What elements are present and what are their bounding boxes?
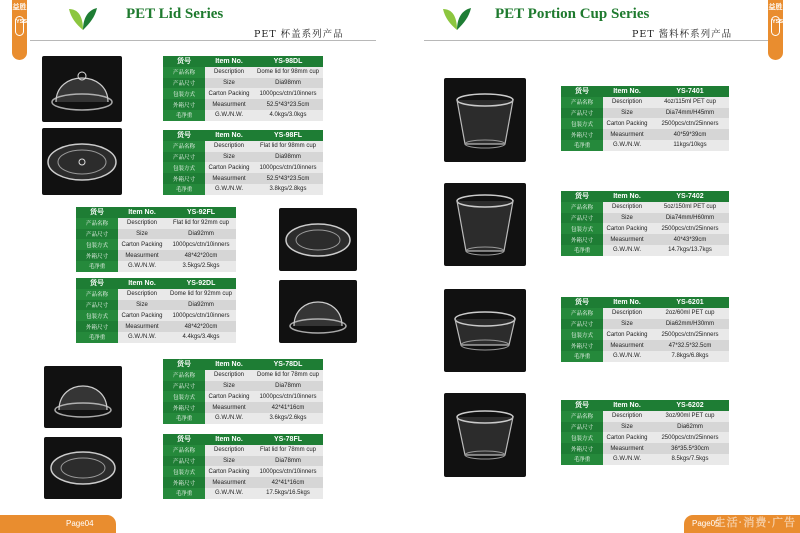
table-row	[561, 202, 729, 213]
row-label-en: Item No.	[603, 297, 651, 308]
row-label-en: Size	[118, 229, 166, 240]
row-value-item: YS-7401	[651, 86, 729, 97]
row-label-zh: 货号	[561, 86, 603, 97]
table-row	[76, 300, 236, 311]
row-label-zh: 包装方式	[561, 432, 603, 443]
row-label-en: Item No.	[118, 207, 166, 218]
row-label-zh: 货号	[561, 297, 603, 308]
table-row	[163, 173, 323, 184]
table-row	[561, 213, 729, 224]
row-value-weight: 3.5kgs/2.5kgs	[166, 261, 236, 272]
row-label-zh: 产品尺寸	[163, 152, 205, 163]
table-row	[163, 456, 323, 467]
row-value-description: Dome lid for 78mm cup	[253, 370, 323, 381]
row-value-size: Dia98mm	[253, 78, 323, 89]
row-label-zh: 外箱尺寸	[163, 477, 205, 488]
spec-table	[561, 297, 729, 362]
row-value-weight: 3.8kgs/2.8kgs	[253, 184, 323, 195]
table-row	[163, 152, 323, 163]
row-value-measurement: 52.5*43*23.5cm	[253, 173, 323, 184]
row-label-zh: 产品尺寸	[76, 229, 118, 240]
product-photo-flat-lid	[44, 437, 122, 499]
row-label-en: Measurment	[603, 129, 651, 140]
table-row	[76, 289, 236, 300]
spec-table	[163, 56, 323, 121]
row-label-zh: 毛净重	[76, 332, 118, 343]
row-label-en: Description	[118, 218, 166, 229]
row-label-en: Description	[118, 289, 166, 300]
row-label-zh: 产品名称	[76, 218, 118, 229]
row-label-zh: 毛净重	[163, 488, 205, 499]
table-row	[561, 297, 729, 308]
table-row	[76, 239, 236, 250]
row-label-en: G.W./N.W.	[603, 454, 651, 465]
row-value-description: 4oz/115ml PET cup	[651, 97, 729, 108]
table-row	[163, 56, 323, 67]
table-row	[561, 308, 729, 319]
row-value-packing: 1000pcs/ctn/10inners	[253, 88, 323, 99]
row-value-item: YS-98FL	[253, 130, 323, 141]
row-label-en: Item No.	[118, 278, 166, 289]
row-value-description: 2oz/60ml PET cup	[651, 308, 729, 319]
row-value-weight: 8.5kgs/7.5kgs	[651, 454, 729, 465]
row-label-en: Measurment	[603, 443, 651, 454]
row-label-zh: 产品名称	[561, 411, 603, 422]
row-label-en: Carton Packing	[205, 88, 253, 99]
row-label-zh: 货号	[76, 207, 118, 218]
table-row	[163, 391, 323, 402]
row-label-zh: 毛净重	[163, 110, 205, 121]
product-photo-dome-lid	[42, 56, 122, 122]
row-value-description: 5oz/150ml PET cup	[651, 202, 729, 213]
row-label-en: Carton Packing	[205, 391, 253, 402]
row-label-zh: 包装方式	[163, 88, 205, 99]
row-label-zh: 产品名称	[561, 308, 603, 319]
spec-table	[76, 207, 236, 272]
row-label-zh: 包装方式	[561, 118, 603, 129]
row-label-zh: 毛净重	[163, 413, 205, 424]
row-label-zh: 包装方式	[76, 239, 118, 250]
page-subtitle: PET 杯盖系列产品	[254, 29, 344, 40]
row-label-en: Measurment	[205, 173, 253, 184]
row-value-size: Dia62mm	[651, 422, 729, 433]
brand-logo-icon	[66, 6, 100, 32]
row-label-en: G.W./N.W.	[603, 245, 651, 256]
row-value-packing: 1000pcs/ctn/10inners	[253, 162, 323, 173]
row-label-en: Description	[205, 67, 253, 78]
row-value-measurement: 52.5*43*23.5cm	[253, 99, 323, 110]
side-tab	[768, 0, 787, 60]
row-label-en: Description	[205, 370, 253, 381]
watermark: 生活·消费·广告	[714, 517, 796, 529]
table-row	[76, 229, 236, 240]
row-label-zh: 外箱尺寸	[76, 321, 118, 332]
table-row	[163, 488, 323, 499]
row-value-size: Dia74mm/H60mm	[651, 213, 729, 224]
row-label-en: Carton Packing	[205, 466, 253, 477]
row-label-zh: 产品名称	[163, 370, 205, 381]
product-photo-cup	[444, 393, 526, 477]
row-value-packing: 2500pcs/ctn/25inners	[651, 432, 729, 443]
table-row	[163, 381, 323, 392]
row-value-weight: 14.7kgs/13.7kgs	[651, 245, 729, 256]
table-row	[561, 329, 729, 340]
row-label-en: Carton Packing	[118, 239, 166, 250]
row-label-en: Size	[603, 422, 651, 433]
row-label-en: G.W./N.W.	[205, 413, 253, 424]
table-row	[163, 184, 323, 195]
row-value-packing: 2500pcs/ctn/25inners	[651, 329, 729, 340]
row-label-en: G.W./N.W.	[205, 488, 253, 499]
row-label-zh: 产品名称	[76, 289, 118, 300]
row-label-zh: 毛净重	[561, 351, 603, 362]
row-label-en: Description	[603, 308, 651, 319]
row-value-item: YS-78DL	[253, 359, 323, 370]
table-row	[561, 400, 729, 411]
row-label-zh: 产品尺寸	[561, 108, 603, 119]
spec-table	[561, 191, 729, 256]
row-value-packing: 1000pcs/ctn/10inners	[166, 239, 236, 250]
row-value-measurement: 42*41*16cm	[253, 477, 323, 488]
row-label-zh: 外箱尺寸	[561, 234, 603, 245]
row-label-zh: 货号	[76, 278, 118, 289]
table-row	[163, 67, 323, 78]
row-value-packing: 2500pcs/ctn/25inners	[651, 223, 729, 234]
row-label-en: Description	[603, 202, 651, 213]
row-value-description: Dome lid for 92mm cup	[166, 289, 236, 300]
table-row	[561, 86, 729, 97]
table-row	[76, 218, 236, 229]
table-row	[163, 359, 323, 370]
table-row	[561, 191, 729, 202]
table-row	[163, 141, 323, 152]
row-label-en: Measurment	[205, 402, 253, 413]
row-label-zh: 产品名称	[561, 202, 603, 213]
row-label-en: Carton Packing	[603, 223, 651, 234]
row-value-item: YS-6201	[651, 297, 729, 308]
row-value-weight: 4.4kgs/3.4kgs	[166, 332, 236, 343]
row-label-zh: 毛净重	[76, 261, 118, 272]
row-label-en: Size	[205, 456, 253, 467]
row-value-measurement: 47*32.5*32.5cm	[651, 340, 729, 351]
row-label-en: Description	[603, 411, 651, 422]
table-row	[561, 422, 729, 433]
row-value-packing: 1000pcs/ctn/10inners	[166, 310, 236, 321]
row-label-zh: 包装方式	[163, 391, 205, 402]
product-photo-cup	[444, 183, 526, 266]
row-label-en: Measurment	[118, 321, 166, 332]
row-value-description: Flat lid for 98mm cup	[253, 141, 323, 152]
product-photo-flat-lid	[279, 208, 357, 271]
row-label-zh: 毛净重	[561, 245, 603, 256]
row-label-en: Item No.	[205, 434, 253, 445]
row-value-item: YS-98DL	[253, 56, 323, 67]
table-row	[561, 234, 729, 245]
row-label-zh: 产品尺寸	[561, 213, 603, 224]
row-label-en: Size	[603, 108, 651, 119]
table-row	[163, 88, 323, 99]
row-label-zh: 外箱尺寸	[561, 129, 603, 140]
row-label-en: G.W./N.W.	[603, 140, 651, 151]
table-row	[163, 110, 323, 121]
row-label-zh: 包装方式	[561, 223, 603, 234]
table-row	[76, 278, 236, 289]
page-number: Page05	[684, 515, 800, 533]
row-label-zh: 包装方式	[163, 162, 205, 173]
table-row	[76, 250, 236, 261]
table-row	[163, 445, 323, 456]
table-row	[163, 130, 323, 141]
row-label-zh: 货号	[163, 56, 205, 67]
row-label-en: Size	[603, 319, 651, 330]
row-label-zh: 产品尺寸	[561, 319, 603, 330]
table-row	[561, 432, 729, 443]
row-value-item: YS-92FL	[166, 207, 236, 218]
row-label-zh: 包装方式	[163, 466, 205, 477]
table-row	[561, 245, 729, 256]
row-value-measurement: 42*41*16cm	[253, 402, 323, 413]
side-tab-brand: 益胜	[768, 4, 783, 11]
table-row	[163, 477, 323, 488]
table-row	[76, 261, 236, 272]
table-row	[561, 319, 729, 330]
table-row	[76, 321, 236, 332]
row-value-measurement: 40*59*39cm	[651, 129, 729, 140]
row-label-en: Size	[205, 381, 253, 392]
side-tab	[12, 0, 31, 60]
row-value-size: Dia78mm	[253, 381, 323, 392]
row-label-zh: 产品尺寸	[163, 456, 205, 467]
table-row	[561, 454, 729, 465]
row-value-description: Flat lid for 92mm cup	[166, 218, 236, 229]
row-value-size: Dia92mm	[166, 300, 236, 311]
row-label-zh: 外箱尺寸	[561, 340, 603, 351]
table-row	[76, 310, 236, 321]
row-label-en: Description	[603, 97, 651, 108]
row-label-en: Carton Packing	[603, 432, 651, 443]
page-subtitle: PET 酱料杯系列产品	[632, 29, 733, 40]
row-label-zh: 产品尺寸	[561, 422, 603, 433]
divider	[424, 40, 770, 41]
row-value-size: Dia74mm/H45mm	[651, 108, 729, 119]
row-value-item: YS-78FL	[253, 434, 323, 445]
row-value-description: Dome lid for 98mm cup	[253, 67, 323, 78]
page-title: PET Portion Cup Series	[495, 6, 650, 22]
page-title: PET Lid Series	[126, 6, 224, 22]
row-value-weight: 4.0kgs/3.0kgs	[253, 110, 323, 121]
table-row	[561, 223, 729, 234]
row-label-en: Size	[205, 78, 253, 89]
row-value-measurement: 40*43*39cm	[651, 234, 729, 245]
row-label-en: Item No.	[603, 86, 651, 97]
row-label-zh: 外箱尺寸	[163, 173, 205, 184]
product-photo-dome-lid	[279, 280, 357, 343]
row-label-zh: 产品名称	[163, 445, 205, 456]
row-value-size: Dia78mm	[253, 456, 323, 467]
row-value-packing: 2500pcs/ctn/25inners	[651, 118, 729, 129]
row-label-zh: 货号	[561, 191, 603, 202]
table-row	[561, 340, 729, 351]
row-label-en: Carton Packing	[603, 329, 651, 340]
row-label-zh: 货号	[163, 434, 205, 445]
row-value-size: Dia62mm/H30mm	[651, 319, 729, 330]
row-label-zh: 货号	[163, 130, 205, 141]
table-row	[163, 402, 323, 413]
row-value-size: Dia92mm	[166, 229, 236, 240]
row-label-en: Item No.	[603, 400, 651, 411]
page-number: Page04	[0, 515, 116, 533]
row-label-zh: 产品尺寸	[76, 300, 118, 311]
row-label-en: G.W./N.W.	[205, 110, 253, 121]
row-value-measurement: 48*42*20cm	[166, 321, 236, 332]
row-label-en: Size	[603, 213, 651, 224]
table-row	[163, 99, 323, 110]
row-value-measurement: 48*42*20cm	[166, 250, 236, 261]
product-photo-dome-lid	[44, 366, 122, 428]
table-row	[76, 332, 236, 343]
row-value-item: YS-92DL	[166, 278, 236, 289]
spec-table	[163, 130, 323, 195]
table-row	[163, 78, 323, 89]
row-label-zh: 产品名称	[163, 67, 205, 78]
row-label-zh: 毛净重	[561, 454, 603, 465]
row-label-zh: 外箱尺寸	[163, 402, 205, 413]
row-value-description: Flat lid for 78mm cup	[253, 445, 323, 456]
row-label-en: G.W./N.W.	[118, 261, 166, 272]
row-value-size: Dia98mm	[253, 152, 323, 163]
table-row	[561, 443, 729, 454]
row-label-en: Description	[205, 141, 253, 152]
row-label-zh: 外箱尺寸	[163, 99, 205, 110]
row-label-zh: 外箱尺寸	[561, 443, 603, 454]
row-label-zh: 产品名称	[561, 97, 603, 108]
side-tab-code: YSSJ	[15, 16, 24, 36]
table-row	[163, 413, 323, 424]
row-label-zh: 货号	[163, 359, 205, 370]
brand-logo-icon	[440, 6, 474, 32]
row-value-weight: 11kgs/10kgs	[651, 140, 729, 151]
row-label-zh: 毛净重	[561, 140, 603, 151]
table-row	[561, 351, 729, 362]
row-label-en: Item No.	[205, 359, 253, 370]
row-value-item: YS-6202	[651, 400, 729, 411]
spec-table	[76, 278, 236, 343]
table-row	[163, 466, 323, 477]
side-tab-code: YSSJ	[771, 16, 780, 36]
row-label-en: Item No.	[603, 191, 651, 202]
row-label-en: Size	[118, 300, 166, 311]
row-label-zh: 毛净重	[163, 184, 205, 195]
row-label-zh: 产品名称	[163, 141, 205, 152]
row-label-zh: 产品尺寸	[163, 78, 205, 89]
table-row	[561, 97, 729, 108]
table-row	[163, 162, 323, 173]
row-label-en: Description	[205, 445, 253, 456]
row-value-packing: 1000pcs/ctn/10inners	[253, 466, 323, 477]
row-label-en: Item No.	[205, 56, 253, 67]
product-photo-cup	[444, 78, 526, 162]
table-row	[561, 118, 729, 129]
row-label-en: Size	[205, 152, 253, 163]
row-label-zh: 货号	[561, 400, 603, 411]
row-label-zh: 产品尺寸	[163, 381, 205, 392]
spec-table	[561, 400, 729, 465]
row-label-en: Measurment	[118, 250, 166, 261]
spec-table	[163, 434, 323, 499]
spec-table	[163, 359, 323, 424]
row-label-en: G.W./N.W.	[118, 332, 166, 343]
row-label-zh: 包装方式	[561, 329, 603, 340]
divider	[30, 40, 376, 41]
row-label-en: G.W./N.W.	[603, 351, 651, 362]
row-value-packing: 1000pcs/ctn/10inners	[253, 391, 323, 402]
row-label-en: Carton Packing	[603, 118, 651, 129]
table-row	[561, 140, 729, 151]
row-value-weight: 17.5kgs/16.5kgs	[253, 488, 323, 499]
table-row	[76, 207, 236, 218]
product-photo-cup	[444, 289, 526, 372]
row-label-en: G.W./N.W.	[205, 184, 253, 195]
table-row	[561, 108, 729, 119]
row-label-en: Carton Packing	[205, 162, 253, 173]
row-label-en: Carton Packing	[118, 310, 166, 321]
row-value-weight: 3.6kgs/2.6kgs	[253, 413, 323, 424]
row-label-zh: 包装方式	[76, 310, 118, 321]
row-label-en: Measurment	[205, 477, 253, 488]
table-row	[163, 370, 323, 381]
table-row	[561, 129, 729, 140]
row-label-en: Measurment	[603, 234, 651, 245]
row-value-measurement: 36*35.5*30cm	[651, 443, 729, 454]
row-value-item: YS-7402	[651, 191, 729, 202]
side-tab-brand: 益胜	[12, 4, 27, 11]
spec-table	[561, 86, 729, 151]
product-photo-flat-lid	[42, 128, 122, 195]
row-label-en: Measurment	[603, 340, 651, 351]
row-label-en: Measurment	[205, 99, 253, 110]
table-row	[163, 434, 323, 445]
row-label-zh: 外箱尺寸	[76, 250, 118, 261]
row-value-weight: 7.8kgs/6.8kgs	[651, 351, 729, 362]
row-label-en: Item No.	[205, 130, 253, 141]
row-value-description: 3oz/90ml PET cup	[651, 411, 729, 422]
table-row	[561, 411, 729, 422]
